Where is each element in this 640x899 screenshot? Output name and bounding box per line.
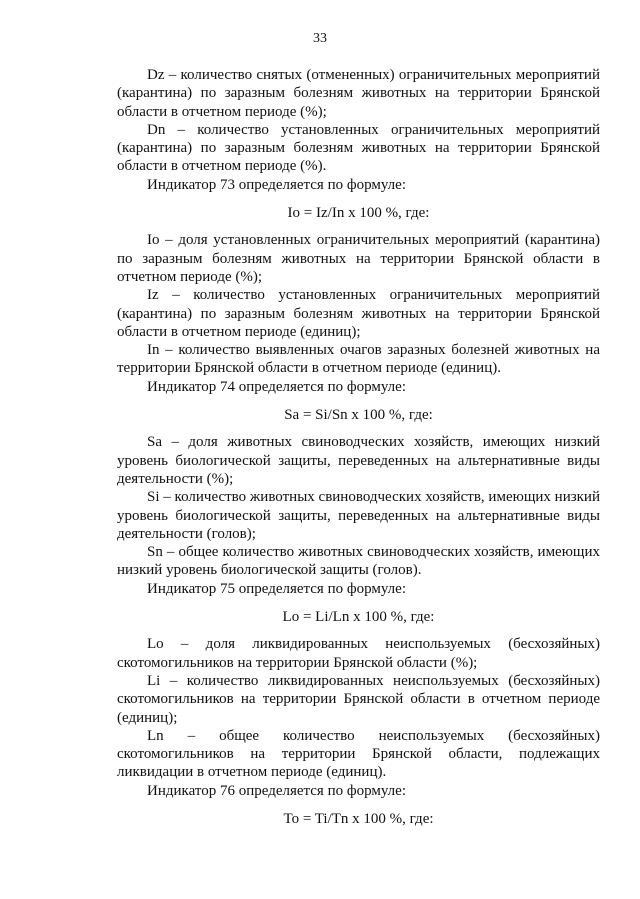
definition-lo: Lo – доля ликвидированных неиспользуемых (бесхозяйных) скотомогильников на территории Брянской области (%); [117,636,600,671]
document-body [117,66,600,837]
indicator-76-intro: Индикатор 76 определяется по формуле: [147,782,406,799]
definition-sa: Sa – доля животных свиноводческих хозяйств, имеющих низкий уровень биологической защиты, переведенных на альтернативные виды деятельности (%); [117,434,600,487]
definition-si: Si – количество животных свиноводческих хозяйств, имеющих низкий уровень биологической защиты, переведенных на альтернативные виды деятельности (голов); [117,489,600,542]
formula-sa: Sa = Si/Sn x 100 %, где: [284,407,433,424]
indicator-73-intro: Индикатор 73 определяется по формуле: [147,176,406,193]
formula-lo: Lo = Li/Ln x 100 %, где: [282,609,435,626]
definition-li: Li – количество ликвидированных неиспользуемых (бесхозяйных) скотомогильников на территории Брянской области в отчетном периоде (единиц); [117,672,600,726]
formula-io: Io = Iz/In x 100 %, где: [287,205,430,222]
definition-dz: Dz – количество снятых (отмененных) ограничительных мероприятий (карантина) по заразным болезням животных на территории Брянской области в отчетном периоде (%); [117,67,600,120]
indicator-74-intro: Индикатор 74 определяется по формуле: [147,378,406,395]
definition-io: Io – доля установленных ограничительных мероприятий (карантина) по заразным болезням животных на территории Брянской области в отчетном периоде (%); [117,232,600,285]
page-number: 33 [313,31,327,46]
definition-ln: Ln – общее количество неиспользуемых (бесхозяйных) скотомогильников на территории Брянской области, подлежащих ликвидации в отчетном периоде (единиц). [117,727,600,781]
definition-sn: Sn – общее количество животных свиноводческих хозяйств, имеющих низкий уровень биологической защиты (голов). [117,544,600,579]
indicator-75-intro: Индикатор 75 определяется по формуле: [147,580,406,597]
definition-in: In – количество выявленных очагов заразных болезней животных на территории Брянской области в отчетном периоде (единиц). [117,342,600,377]
definition-iz: Iz – количество установленных ограничительных мероприятий (карантина) по заразным болезням животных на территории Брянской области в отчетном периоде (единиц); [117,287,600,340]
definition-dn: Dn – количество установленных ограничительных мероприятий (карантина) по заразным болезням животных на территории Брянской области в отчетном периоде (%). [117,121,600,175]
formula-to: To = Ti/Tn x 100 %, где: [283,810,434,827]
